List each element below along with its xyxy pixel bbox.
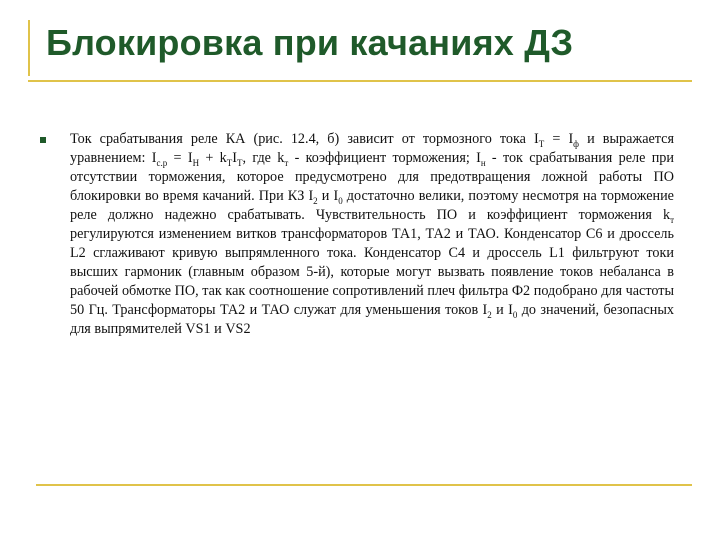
- text-run: и I: [317, 188, 339, 204]
- text-run: = I: [167, 150, 193, 166]
- subscript: Т: [226, 157, 233, 168]
- text-run: + k: [199, 150, 227, 166]
- bottom-rule: [36, 484, 692, 486]
- subscript: Т: [538, 138, 545, 149]
- text-run: регулируются изменением витков трансформаторов ТА1, ТА2 и ТАО. Конденсатор С6 и дроссель L2 сглаживают кривую выпрямленного тока. Конденсатор С4 и дроссель L1 фильтруют токи высших гармоник (главным образом 5-й), которые могут вызвать появление токов небаланса в рабочей обмотке ПО, так как соотношение сопротивлений плеч фильтра Ф2 подобрано для частоты 50 Гц. Трансформаторы ТА2 и ТАО служат для уменьшения токов I: [70, 226, 674, 318]
- subscript: Н: [192, 157, 200, 168]
- decorative-left-rule: [28, 20, 30, 76]
- slide-title: Блокировка при качаниях ДЗ: [46, 22, 574, 63]
- text-run: достаточно велики, поэтому несмотря на торможение реле должно надежно срабатывать. Чувствительность ПО и коэффициент торможения k: [70, 188, 674, 223]
- subscript: т: [284, 157, 289, 168]
- bullet-square-icon: [40, 137, 46, 143]
- title-underline-rule: [28, 80, 692, 82]
- text-run: I: [232, 150, 237, 166]
- subscript: Т: [237, 157, 243, 168]
- text-run: до значений, безопасных для выпрямителей VS1 и VS2: [70, 302, 674, 337]
- text-run: - ток срабатывания реле при отсутствии торможения, которое предусмотрено для предотвращения ложной работы ПО блокировки во время качаний. При КЗ I: [70, 150, 674, 204]
- subscript: ф: [573, 138, 580, 149]
- subscript: 0: [338, 195, 343, 206]
- subscript: т: [670, 214, 674, 225]
- subscript: с.р: [156, 157, 168, 168]
- subscript: 2: [487, 309, 492, 320]
- subscript: н: [480, 157, 486, 168]
- text-run: и выражается уравнением: I: [70, 131, 674, 166]
- body-paragraph: [70, 130, 674, 339]
- text-run: = I: [544, 131, 574, 147]
- subscript: 0: [512, 309, 518, 320]
- subscript: 2: [313, 195, 318, 206]
- text-run: , где k: [242, 150, 285, 166]
- text-run: и I: [491, 302, 513, 318]
- text-run: - коэффициент торможения; I: [288, 150, 481, 166]
- text-run: Ток срабатывания реле КА (рис. 12.4, б) зависит от тормозного тока I: [70, 131, 539, 147]
